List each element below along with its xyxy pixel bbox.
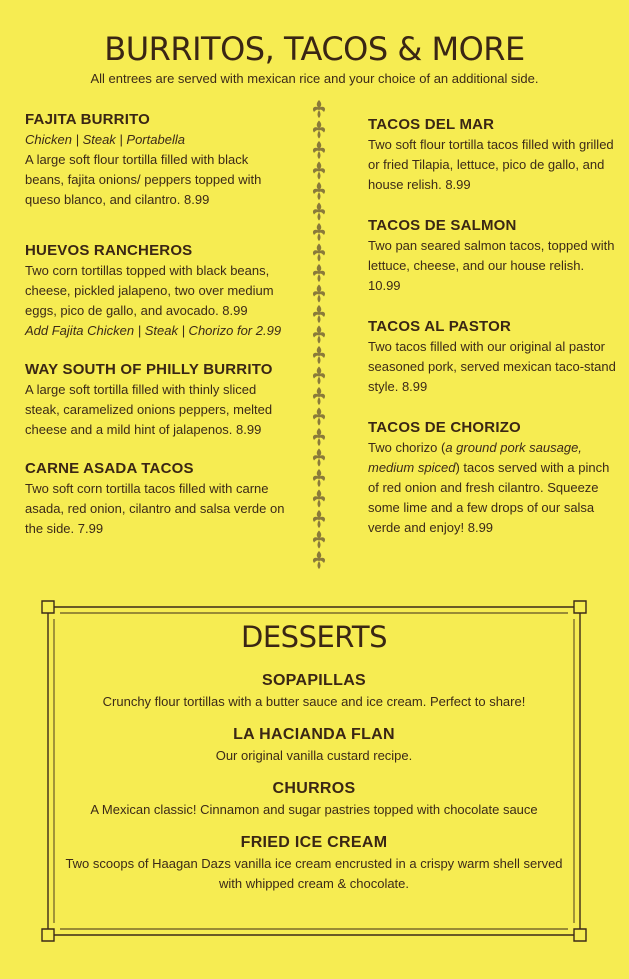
dessert-name: FRIED ICE CREAM (240, 834, 388, 851)
fleur-ornament-icon (313, 182, 325, 200)
dessert-item-fried-ice-cream (58, 834, 570, 894)
fleur-ornament-icon (313, 285, 325, 303)
fleur-ornament-icon (313, 141, 325, 159)
fleur-ornament-icon (313, 203, 325, 221)
dessert-item-churros (58, 780, 570, 820)
fleur-ornament-icon (313, 449, 325, 467)
menu-item-tacos-de-chorizo (368, 419, 618, 538)
fleur-ornament-icon (313, 121, 325, 139)
item-description: Two pan seared salmon tacos, topped with lettuce, cheese, and our house relish. 10.99 (368, 238, 615, 293)
fleur-ornament-icon (313, 162, 325, 180)
menu-item-huevos-rancheros (25, 242, 290, 341)
desc-italic: a ground pork sausage, medium spiced (368, 440, 582, 475)
dessert-description: Crunchy flour tortillas with a butter sauce and ice cream. Perfect to share! (102, 694, 526, 709)
dessert-description: Our original vanilla custard recipe. (215, 748, 413, 763)
fleur-ornament-icon (313, 100, 325, 118)
fleur-ornament-icon (313, 264, 325, 282)
item-description: Two soft corn tortilla tacos filled with carne asada, red onion, cilantro and salsa verde on the side. 7.99 (25, 481, 285, 536)
fleur-ornament-icon (313, 510, 325, 528)
item-name: HUEVOS RANCHEROS (25, 242, 193, 259)
dessert-name: CHURROS (272, 780, 356, 797)
fleur-ornament-icon (313, 428, 325, 446)
item-description: Two soft flour tortilla tacos filled with grilled or fried Tilapia, lettuce, pico de gallo, and house relish. 8.99 (368, 137, 614, 192)
fleur-ornament-icon (313, 490, 325, 508)
fleur-ornament-icon (313, 531, 325, 549)
dessert-description: Two scoops of Haagan Dazs vanilla ice cream encrusted in a crispy warm shell served with whipped cream & chocolate. (65, 856, 563, 891)
item-addon: Add Fajita Chicken | Steak | Chorizo for 2.99 (25, 323, 282, 338)
menu-item-tacos-del-mar (368, 116, 618, 195)
dessert-description: A Mexican classic! Cinnamon and sugar pastries topped with chocolate sauce (90, 802, 538, 817)
desserts-title: DESSERTS (241, 620, 387, 654)
fleur-ornament-icon (313, 326, 325, 344)
item-description: A large soft flour tortilla filled with black beans, fajita onions/ peppers topped with queso blanco, and cilantro. 8.99 (25, 152, 262, 207)
item-name: CARNE ASADA TACOS (25, 460, 194, 477)
page-title: BURRITOS, TACOS & MORE (104, 30, 525, 68)
item-name: TACOS DEL MAR (368, 116, 495, 133)
desserts-section (58, 620, 570, 908)
fleur-ornament-icon (313, 346, 325, 364)
menu-item-tacos-al-pastor (368, 318, 618, 397)
item-description: Two tacos filled with our original al pastor seasoned pork, served mexican taco-stand style. 8.99 (368, 339, 616, 394)
dessert-item-flan (58, 726, 570, 766)
item-description: A large soft tortilla filled with thinly sliced steak, caramelized onions peppers, melted cheese and a mild hint of jalapenos. 8.99 (25, 382, 273, 437)
item-options: Chicken | Steak | Portabella (25, 132, 185, 147)
dessert-item-sopapillas (58, 672, 570, 712)
fleur-ornament-icon (313, 305, 325, 323)
fleur-ornament-icon (313, 223, 325, 241)
fleur-ornament-icon (313, 367, 325, 385)
fleur-ornament-icon (313, 387, 325, 405)
fleur-ornament-icon (313, 469, 325, 487)
dessert-name: LA HACIANDA FLAN (233, 726, 395, 743)
right-menu-column (368, 116, 618, 558)
fleur-ornament-icon (313, 408, 325, 426)
left-menu-column (25, 111, 290, 559)
item-name: TACOS AL PASTOR (368, 318, 512, 335)
page-subtitle: All entrees are served with mexican rice and your choice of an additional side. (90, 71, 539, 86)
item-name: TACOS DE CHORIZO (368, 419, 521, 436)
desc-part-a: Two chorizo ( (368, 440, 446, 455)
desc-part-b: ) tacos served with a pinch of red onion and fresh cilantro. Squeeze some lime and a few drops of our salsa verde and enjoy! 8.99 (368, 460, 610, 535)
item-description: Two corn tortillas topped with black beans, cheese, pickled jalapeno, two over medium eggs, pico de gallo, and avocado. 8.99 (25, 263, 274, 318)
fleur-ornament-icon (313, 551, 325, 569)
menu-item-tacos-de-salmon (368, 217, 618, 296)
fleur-ornament-icon (313, 244, 325, 262)
item-name: TACOS DE SALMON (368, 217, 517, 234)
item-description (368, 438, 618, 538)
menu-item-fajita-burrito (25, 111, 290, 210)
item-name: FAJITA BURRITO (25, 111, 151, 128)
menu-item-way-south-of-philly-burrito (25, 361, 290, 440)
item-name: WAY SOUTH OF PHILLY BURRITO (25, 361, 273, 378)
fleur-ornament-divider (310, 100, 328, 570)
dessert-name: SOPAPILLAS (261, 672, 367, 689)
menu-item-carne-asada-tacos (25, 460, 290, 539)
